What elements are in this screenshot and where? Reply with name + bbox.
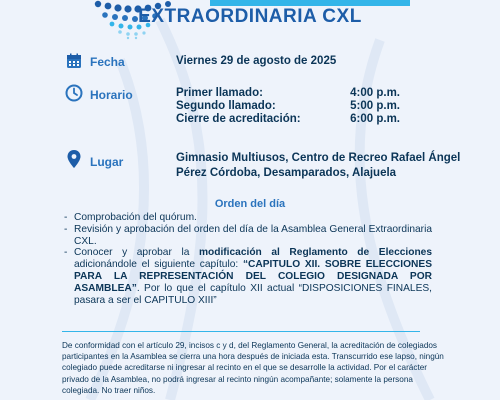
- agenda-item: [64, 224, 432, 248]
- agenda-item-text: [74, 247, 432, 306]
- agenda-list: [64, 212, 432, 306]
- page-title: EXTRAORDINARIA CXL: [138, 6, 362, 27]
- agenda-item: [64, 212, 432, 224]
- horario-row-1-label: Primer llamado:: [176, 87, 263, 99]
- horario-row-2-time: 5:00 p.m.: [350, 100, 400, 112]
- agenda-item-part2: adicionándole el siguiente capítulo:: [74, 259, 243, 271]
- agenda-item: [64, 247, 432, 306]
- location-pin-icon: [67, 150, 81, 168]
- agenda-item-bold1: modificación al Reglamento de Elecciones: [198, 247, 433, 259]
- horario-row-3-label: Cierre de acreditación:: [176, 113, 301, 125]
- lugar-value: Gimnasio Multiusos, Centro de Recreo Rafael Ángel Pérez Córdoba, Desamparados, Alajuela: [176, 152, 461, 179]
- lugar-label: Lugar: [90, 155, 124, 169]
- agenda-title: Orden del día: [214, 198, 286, 210]
- agenda-item-part3: . Por lo que el capítulo XII actual “DISPOSICIONES FINALES, pasara a ser el CAPITULO XIII”: [74, 282, 432, 306]
- agenda-item-text: Revisión y aprobación del orden del día de la Asamblea General Extraordinaria CXL.: [74, 223, 432, 247]
- fecha-value: Viernes 29 de agosto de 2025: [176, 55, 337, 67]
- horario-row-1-time: 4:00 p.m.: [350, 87, 400, 99]
- agenda-item-text: Comprobación del quórum.: [74, 212, 197, 223]
- horario-row-3-time: 6:00 p.m.: [350, 113, 400, 125]
- calendar-icon: [66, 53, 82, 69]
- horario-label: Horario: [90, 88, 133, 102]
- agenda-item-bold2: “CAPITULO XII. SOBRE ELECCIONES PARA LA REPRESENTACIÓN DEL COLEGIO DESIGNADA POR ASAMBLEA”: [74, 259, 432, 294]
- agenda-dash: -: [64, 212, 68, 223]
- horario-row-2-label: Segundo llamado:: [176, 100, 276, 112]
- agenda-dash: -: [64, 223, 68, 235]
- agenda-dash: -: [64, 247, 68, 259]
- agenda-item-part1: Conocer y aprobar la: [74, 247, 199, 259]
- fecha-label: Fecha: [90, 55, 125, 69]
- footer-note: De conformidad con el artículo 29, incisos c y d, del Reglamento General, la acreditación de colegiados participantes en la Asamblea se cierra una hora después de iniciada esta. Transcurrido ese lapso, ningún colegiado puede acreditarse ni ingresar al recinto en el que se desarrolle la actividad. Por el carácter privado de la Asamblea, no podrá ingresar al recinto ningún acompañante; solamente la persona colegiada. No traer niños.: [62, 341, 444, 395]
- clock-icon: [65, 84, 83, 102]
- divider: [62, 331, 420, 332]
